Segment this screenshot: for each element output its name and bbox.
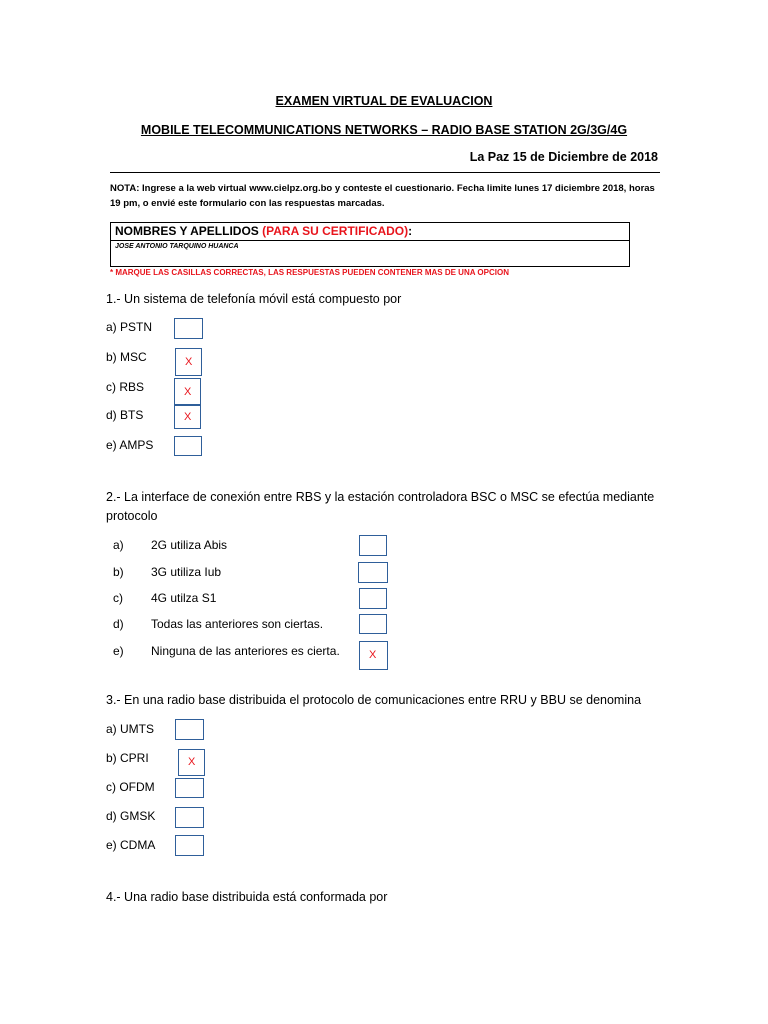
question-4: 4.- Una radio base distribuida está conformada por <box>106 890 388 904</box>
q1-checkbox-a[interactable] <box>174 318 203 339</box>
q1-checkbox-c[interactable] <box>174 378 201 405</box>
q1-checkbox-d[interactable] <box>174 405 201 429</box>
q2-letter-b: b) <box>113 565 124 579</box>
q3-option-b: b) CPRI <box>106 751 149 765</box>
q3-checkbox-e[interactable] <box>175 835 204 856</box>
name-label-colon: : <box>408 224 413 238</box>
question-3: 3.- En una radio base distribuida el protocolo de comunicaciones entre RRU y BBU se denomina <box>106 693 642 707</box>
q1-option-a: a) PSTN <box>106 320 153 334</box>
name-box <box>110 222 630 267</box>
q2-option-d: Todas las anteriores son ciertas. <box>151 617 324 631</box>
q1-mark-b: X <box>185 356 193 368</box>
q2-letter-c: c) <box>113 591 123 605</box>
name-label: NOMBRES Y APELLIDOS <box>115 224 263 238</box>
q3-mark-b: X <box>188 756 196 768</box>
exam-date: La Paz 15 de Diciembre de 2018 <box>469 150 658 164</box>
q1-checkbox-e[interactable] <box>174 436 202 456</box>
q1-option-b: b) MSC <box>106 350 147 364</box>
divider <box>110 172 660 173</box>
q1-option-d: d) BTS <box>106 408 144 422</box>
name-label-certificate: (PARA SU CERTIFICADO) <box>262 224 409 238</box>
q2-checkbox-a[interactable] <box>359 535 387 556</box>
q2-option-e: Ninguna de las anteriores es cierta. <box>151 644 340 658</box>
q3-checkbox-b[interactable] <box>178 749 205 776</box>
q3-checkbox-d[interactable] <box>175 807 204 828</box>
exam-subtitle: MOBILE TELECOMMUNICATIONS NETWORKS – RADIO BASE STATION 2G/3G/4G <box>140 123 628 137</box>
q2-letter-d: d) <box>113 617 124 631</box>
q3-checkbox-a[interactable] <box>175 719 204 740</box>
q2-option-c: 4G utilza S1 <box>151 591 217 605</box>
q2-checkbox-c[interactable] <box>359 588 387 609</box>
q2-checkbox-d[interactable] <box>359 614 387 634</box>
name-box-header <box>111 223 629 241</box>
exam-title: EXAMEN VIRTUAL DE EVALUACION <box>275 94 493 108</box>
q1-option-c: c) RBS <box>106 380 145 394</box>
question-1: 1.- Un sistema de telefonía móvil está compuesto por <box>106 292 402 306</box>
question-2: 2.- La interface de conexión entre RBS y la estación controladora BSC o MSC se efectúa mediante protocolo <box>106 490 655 523</box>
note-text: NOTA: Ingrese a la web virtual www.cielpz.org.bo y conteste el cuestionario. Fecha limite lunes 17 diciembre 2018, horas 19 pm, o envié este formulario con las respuestas marcadas. <box>110 183 655 209</box>
q1-option-e: e) AMPS <box>106 438 154 452</box>
q1-mark-d: X <box>184 411 192 423</box>
q1-mark-c: X <box>184 386 192 398</box>
q3-option-e: e) CDMA <box>106 838 156 852</box>
q2-checkbox-e[interactable] <box>359 641 388 670</box>
name-field[interactable]: JOSE ANTONIO TARQUINO HUANCA <box>115 243 239 250</box>
q2-letter-e: e) <box>113 644 124 658</box>
q2-checkbox-b[interactable] <box>358 562 388 583</box>
q2-letter-a: a) <box>113 538 124 552</box>
q3-option-c: c) OFDM <box>106 780 155 794</box>
q2-option-a: 2G utiliza Abis <box>151 538 228 552</box>
instruction-text: * MARQUE LAS CASILLAS CORRECTAS, LAS RESPUESTAS PUEDEN CONTENER MAS DE UNA OPCION <box>110 268 509 277</box>
q3-option-a: a) UMTS <box>106 722 154 736</box>
q1-checkbox-b[interactable] <box>175 348 202 376</box>
q3-option-d: d) GMSK <box>106 809 156 823</box>
q3-checkbox-c[interactable] <box>175 778 204 798</box>
q2-option-b: 3G utiliza Iub <box>151 565 222 579</box>
q2-mark-e: X <box>369 649 377 661</box>
